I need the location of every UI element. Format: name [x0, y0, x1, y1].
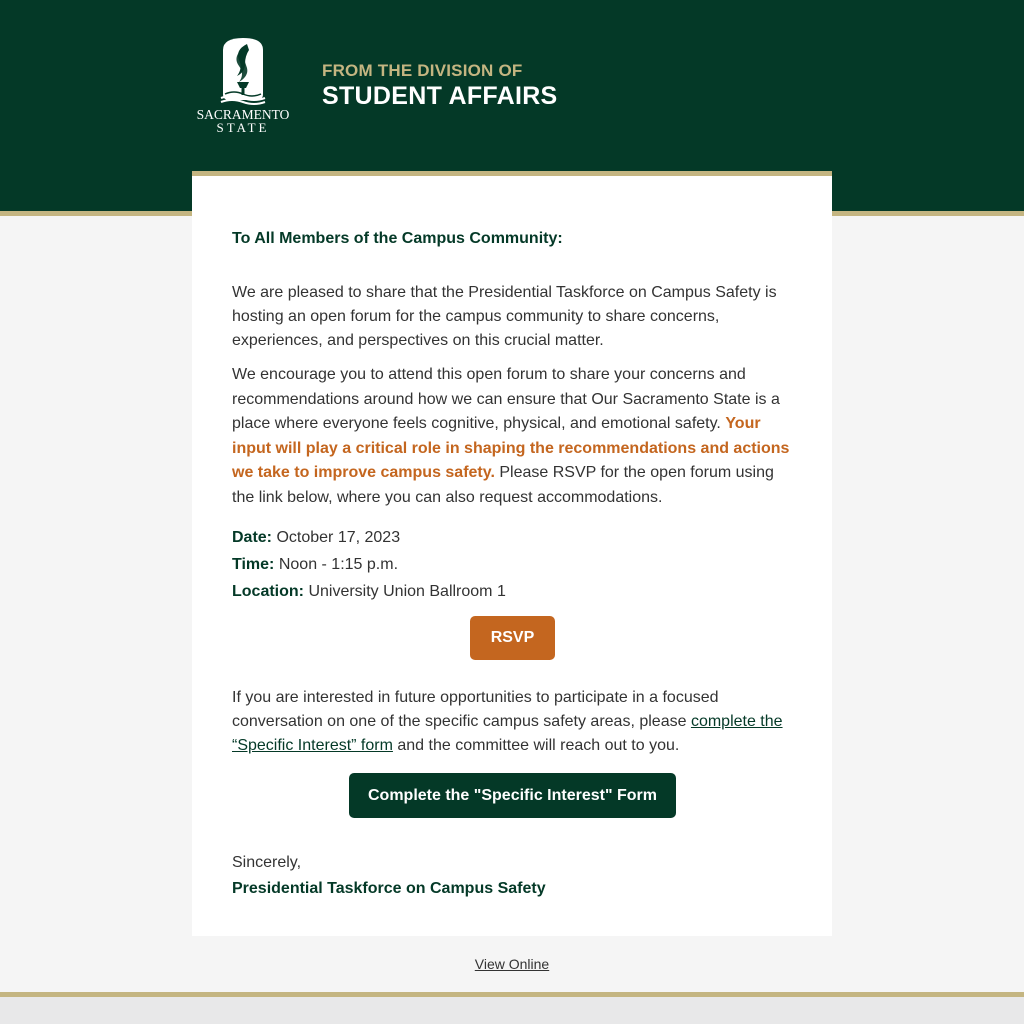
encourage-text: We encourage you to attend this open forum to share your concerns and recommendations around how we can ensure that Our Sacramento State is a place where everyone feels cognitive, physical, and emotional safety. — [232, 366, 780, 433]
rsvp-instruction-text: Please RSVP for the open forum using the link below, where you can also request accommodations. — [232, 464, 774, 506]
specific-interest-form-button[interactable]: Complete the "Specific Interest" Form — [349, 773, 676, 818]
greeting: To All Members of the Campus Community: — [232, 230, 563, 247]
date-label: Date: — [232, 529, 273, 546]
header-text — [322, 61, 558, 111]
signature: Presidential Taskforce on Campus Safety — [232, 880, 546, 897]
header-title: STUDENT AFFAIRS — [322, 82, 558, 110]
time-value: Noon - 1:15 p.m. — [274, 556, 399, 573]
email-header — [192, 0, 832, 171]
location-value: University Union Ballroom 1 — [304, 583, 506, 600]
header-eyebrow: FROM THE DIVISION OF — [322, 61, 523, 80]
encourage-paragraph — [232, 363, 792, 511]
sacramento-state-logo-icon — [195, 36, 291, 136]
detail-location — [232, 580, 506, 607]
rsvp-button[interactable]: RSVP — [470, 616, 555, 660]
location-label: Location: — [232, 583, 304, 600]
intro-paragraph: We are pleased to share that the Presidential Taskforce on Campus Safety is hosting an open forum for the campus community to share concerns, experiences, and perspectives on this crucial matter. — [232, 284, 777, 349]
specific-interest-link[interactable]: complete the “Specific Interest” form — [232, 713, 783, 754]
svg-text:SACRAMENTO: SACRAMENTO — [196, 107, 290, 122]
specific-interest-text: If you are interested in future opportunities to participate in a focused conversation on one of the specific campus safety areas, please — [232, 689, 719, 730]
footer-links — [0, 955, 1024, 973]
svg-text:STATE: STATE — [216, 120, 270, 135]
specific-interest-paragraph — [232, 686, 792, 758]
event-details — [232, 526, 506, 607]
footer-band — [0, 997, 1024, 1024]
detail-time — [232, 553, 506, 580]
closing: Sincerely, — [232, 854, 302, 871]
email-card — [192, 171, 832, 936]
detail-date — [232, 526, 506, 553]
committee-text: and the committee will reach out to you. — [392, 737, 680, 754]
time-label: Time: — [232, 556, 275, 573]
date-value: October 17, 2023 — [272, 529, 401, 546]
view-online-link[interactable]: View Online — [474, 956, 550, 972]
highlight-text: Your input will play a critical role in shaping the recommendations and actions we take to improve campus safety. — [232, 415, 790, 482]
